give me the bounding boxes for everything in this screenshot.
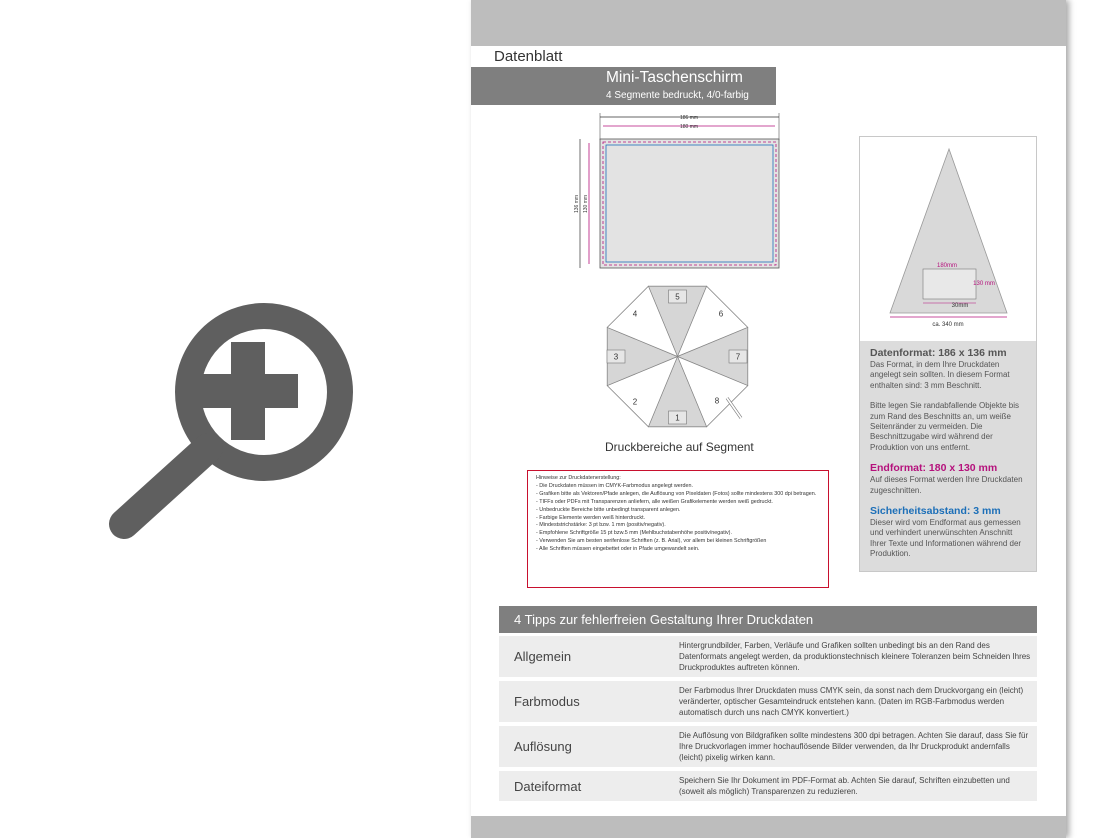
tip-text: Die Auflösung von Bildgrafiken sollte mindestens 300 dpi betragen. Achten Sie darauf, dass Sie für Ihre Druckvorlagen immer hochauflösende Bilder verwenden, da Ihr Druckprodukt andernfalls (leicht) pixelig wirken kann. [679, 731, 1029, 762]
segment-number-label: 3 [613, 352, 619, 362]
note-item: - Empfohlene Schriftgröße 15 pt bzw.5 mm (Mehlbuchstabenhöhe positiv/negativ). [536, 530, 820, 538]
format-diagram [571, 112, 786, 272]
umbrella-segments-diagram [599, 281, 756, 432]
triangle-base-label: ca. 340 mm [932, 322, 964, 328]
tip-label: Allgemein [514, 649, 572, 664]
format-info [860, 341, 1036, 571]
note-item: - Die Druckdaten müssen im CMYK-Farbmodus angelegt werden. [536, 483, 820, 491]
segment-number-label: 1 [675, 413, 680, 423]
tip-row [499, 681, 1037, 722]
sicherheit-title: Sicherheitsabstand: 3 mm [870, 505, 1001, 518]
tip-label: Farbmodus [514, 694, 580, 709]
segment-number-label: 5 [675, 292, 680, 302]
outer-width-label: 186 mm [679, 115, 699, 121]
note-item: - Alle Schriften müssen eingebettet oder in Pfade umgewandelt sein. [536, 546, 820, 554]
title-bar [471, 67, 776, 105]
tips-header: 4 Tipps zur fehlerfreien Gestaltung Ihrer Druckdaten [499, 606, 1037, 633]
triangle-diagram [860, 137, 1036, 341]
note-item: - Verwenden Sie am besten serifenlose Schriften (z. B. Arial), vor allem bei kleinen Schriftgrößen [536, 538, 820, 546]
footer-band [471, 816, 1066, 838]
segment-number-label: 7 [735, 352, 741, 362]
tip-label: Dateiformat [514, 778, 582, 794]
segment-number-label: 8 [714, 396, 720, 406]
zoom-in-magnifier-icon[interactable] [104, 292, 356, 544]
note-item: - Grafiken bitte als Vektoren/Pfade anlegen, die Auflösung von Pixeldaten (Fotos) sollte mindestens 300 dpi betragen. [536, 491, 820, 499]
tip-row [499, 636, 1037, 677]
datenformat-text2: Bitte legen Sie randabfallende Objekte bis zum Rand des Beschnitts an, um weiße Seitenränder zu vermeiden. Die Beschnittzugabe wird während der Produktion von uns entfernt. [870, 401, 1019, 452]
outer-height-label: 136 mm [574, 194, 580, 214]
inner-width-label: 180 mm [679, 124, 699, 130]
print-notes-box [527, 470, 829, 588]
endformat-text: Auf dieses Format werden Ihre Druckdaten zugeschnitten. [870, 475, 1023, 495]
inner-height-label: 130 mm [583, 194, 589, 214]
tip-row [499, 771, 1037, 801]
note-item: - TIFFs oder PDFs mit Transparenzen anliefern, alle weißen Grafikelemente werden weiß gedruckt. [536, 499, 820, 507]
triangle-height-label: 130 mm [973, 281, 995, 287]
product-title: Mini-Taschenschirm [606, 69, 743, 86]
datasheet-tab: Datenblatt [471, 46, 591, 67]
tips-table [499, 636, 1037, 805]
tip-label: Auflösung [514, 739, 572, 754]
datasheet-page [471, 0, 1066, 838]
side-panel [859, 136, 1037, 572]
umbrella-caption: Druckbereiche auf Segment [605, 440, 754, 454]
tip-row [499, 726, 1037, 767]
endformat-title: Endformat: 180 x 130 mm [870, 462, 998, 475]
segment-number-label: 2 [632, 397, 638, 407]
note-item: - Mindeststrichstärke: 3 pt bzw. 1 mm (positiv/negativ). [536, 522, 820, 530]
segment-number-label: 6 [718, 309, 724, 319]
datenformat-text: Das Format, in dem Ihre Druckdaten angelegt sein sollten. In diesem Format enthalten sind: 3 mm Beschnitt. [870, 360, 1010, 390]
note-item: - Unbedruckte Bereiche bitte unbedingt transparent anlegen. [536, 507, 820, 515]
notes-title: Hinweise zur Druckdatenerstellung: [536, 475, 621, 481]
triangle-width-label: 180mm [936, 263, 958, 269]
header-band [471, 0, 1066, 46]
tip-text: Der Farbmodus Ihrer Druckdaten muss CMYK sein, da sonst nach dem Druckvorgang ein (leicht) veränderter, optischer Gesamteindruck entstehen kann. (Daten im RGB-Farbmodus werden automatisch durch uns nach CMYK konvertiert.) [679, 686, 1024, 717]
tip-text: Hintergrundbilder, Farben, Verläufe und Grafiken sollten unbedingt bis an den Rand des Datenformats angelegt werden, da produktionstechnisch kleinere Toleranzen beim Schneiden Ihres Druckproduktes auftreten können. [679, 641, 1031, 672]
segment-number-label: 4 [632, 309, 638, 319]
datenformat-title: Datenformat: 186 x 136 mm [870, 347, 1007, 359]
triangle-offset-label: 30mm [951, 303, 969, 309]
note-item: - Farbige Elemente werden weiß hinterdruckt. [536, 515, 820, 523]
tip-text: Speichern Sie Ihr Dokument im PDF-Format ab. Achten Sie darauf, Schriften einzubetten und (soweit als möglich) Transparenzen zu reduzieren. [679, 776, 1010, 796]
product-subtitle: 4 Segmente bedruckt, 4/0-farbig [606, 90, 749, 101]
sicherheit-text: Dieser wird vom Endformat aus gemessen und verhindert unerwünschten Anschnitt Ihrer Texte und Informationen während der Produktion. [870, 518, 1022, 559]
